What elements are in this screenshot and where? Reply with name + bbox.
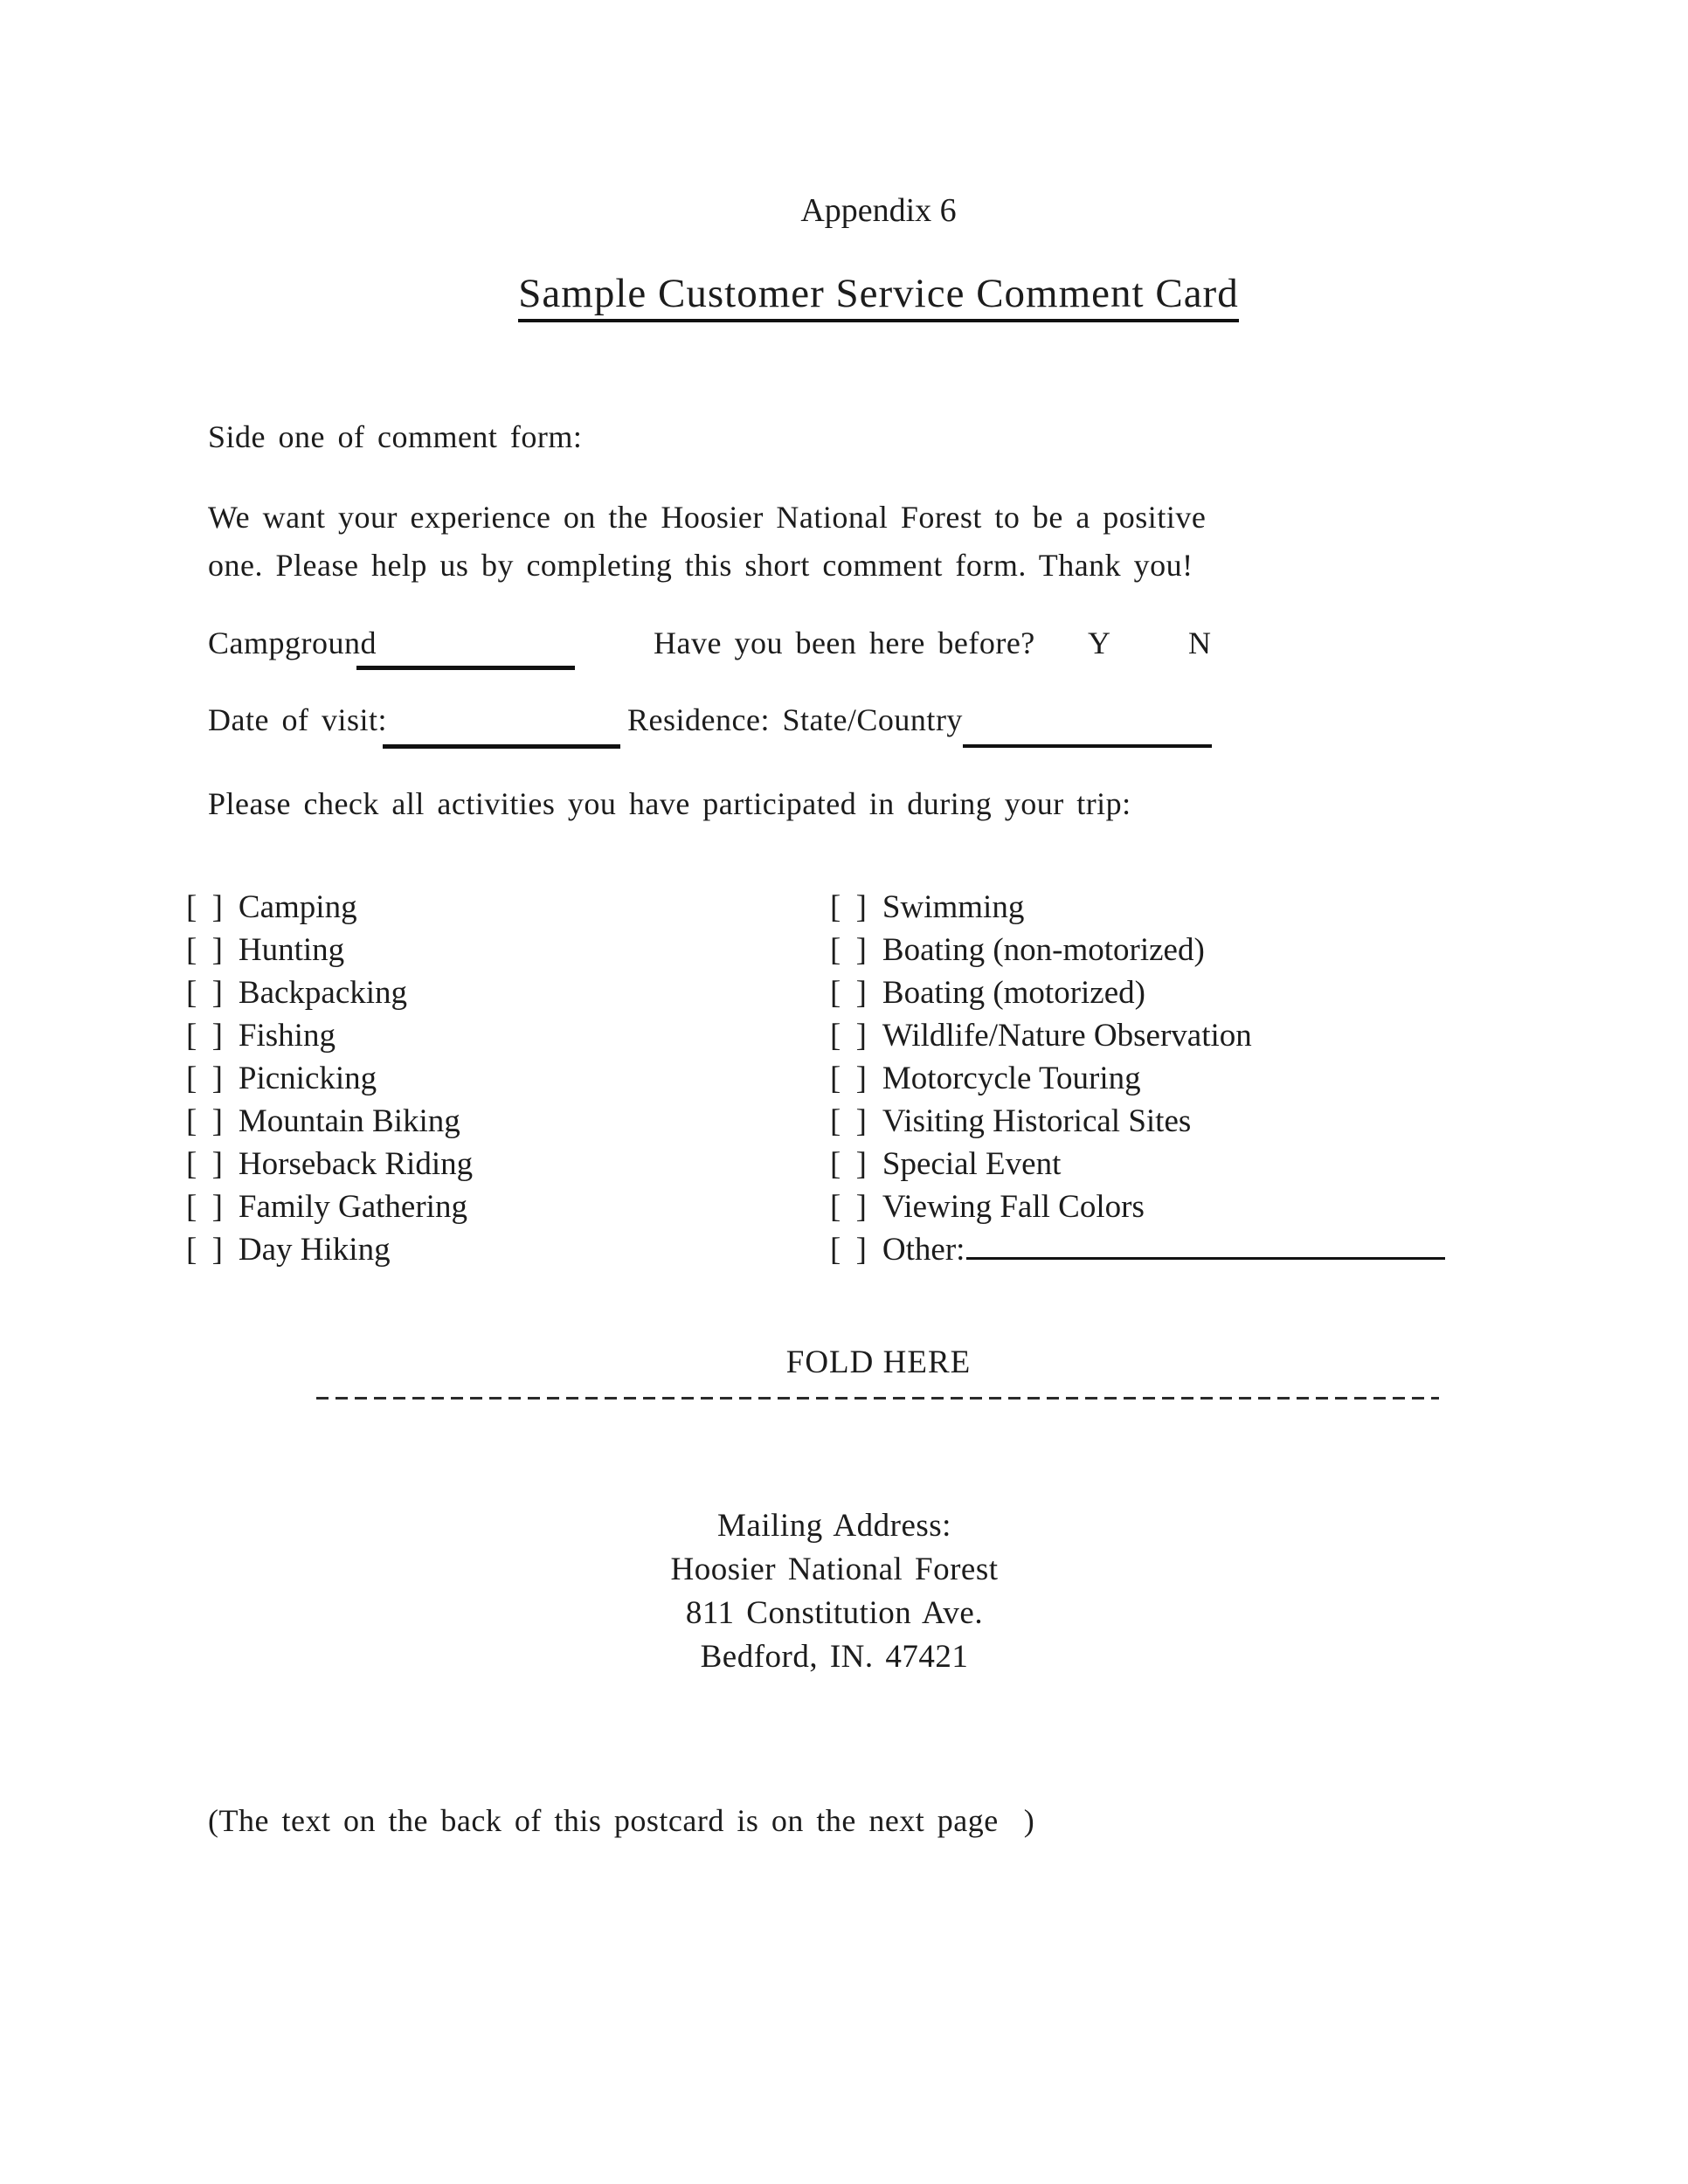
activity-label: Swimming [882, 889, 1025, 925]
page-title [208, 269, 1549, 318]
activity-label: Visiting Historical Sites [882, 1103, 1192, 1139]
fold-dashed-line [316, 1397, 1439, 1400]
residence-blank-line [963, 744, 1212, 748]
activity-row [186, 1143, 473, 1185]
activity-row [186, 971, 473, 1014]
activities-prompt: Please check all activities you have participated in during your trip: [208, 786, 1131, 821]
activity-row [830, 1143, 1445, 1185]
mailing-address-block [489, 1504, 1180, 1679]
yes-option: Y [1088, 625, 1111, 660]
activity-row [186, 929, 473, 971]
mailing-street: 811 Constitution Ave. [685, 1595, 984, 1631]
checkbox: [ ] [186, 1189, 226, 1225]
activity-label: Boating (motorized) [882, 975, 1145, 1011]
mailing-city: Bedford, IN. 47421 [700, 1639, 969, 1675]
no-option: N [1188, 625, 1212, 660]
checkbox: [ ] [830, 1232, 870, 1268]
activity-row-other [830, 1228, 1445, 1271]
checkbox: [ ] [186, 1018, 226, 1054]
back-of-postcard-note: (The text on the back of this postcard is on the next page ) [208, 1803, 1035, 1838]
checkbox: [ ] [830, 932, 870, 968]
mailing-heading: Mailing Address: [717, 1508, 951, 1544]
checkbox: [ ] [830, 1146, 870, 1182]
activity-label: Hunting [238, 932, 345, 968]
checkbox: [ ] [186, 889, 226, 925]
checkbox: [ ] [830, 975, 870, 1011]
intro-line-2: one. Please help us by completing this short comment form. Thank you! [208, 548, 1193, 583]
activity-row [830, 1185, 1445, 1228]
activity-label: Mountain Biking [238, 1103, 460, 1139]
activities-column-right [830, 886, 1445, 1271]
activity-row [186, 1057, 473, 1100]
checkbox: [ ] [186, 975, 226, 1011]
activity-label: Backpacking [238, 975, 408, 1011]
checkbox: [ ] [186, 1232, 226, 1268]
activity-row [830, 929, 1445, 971]
activities-column-left [186, 886, 473, 1271]
campground-blank-line [356, 666, 575, 670]
checkbox: [ ] [830, 1061, 870, 1096]
activity-row [830, 971, 1445, 1014]
activity-row [830, 1100, 1445, 1143]
activity-row [830, 1014, 1445, 1057]
checkbox: [ ] [830, 1189, 870, 1225]
fold-here-label: FOLD HERE [785, 1344, 972, 1380]
checkbox: [ ] [186, 1103, 226, 1139]
activity-label: Wildlife/Nature Observation [882, 1018, 1252, 1054]
activity-label: Horseback Riding [238, 1146, 474, 1182]
side-one-label: Side one of comment form: [208, 419, 583, 454]
other-blank-line [966, 1257, 1445, 1260]
residence-label: Residence: State/Country [627, 702, 963, 737]
activity-label: Motorcycle Touring [882, 1061, 1141, 1096]
activity-row [830, 1057, 1445, 1100]
date-of-visit-label: Date of visit: [208, 702, 387, 737]
activity-row [186, 1100, 473, 1143]
activity-row [186, 1014, 473, 1057]
checkbox: [ ] [830, 1103, 870, 1139]
been-here-before-label: Have you been here before? [654, 625, 1035, 660]
page-title-text: Sample Customer Service Comment Card [518, 271, 1238, 322]
activity-row [186, 886, 473, 929]
checkbox: [ ] [186, 1146, 226, 1182]
intro-line-1: We want your experience on the Hoosier National Forest to be a positive [208, 500, 1207, 535]
activity-label: Family Gathering [238, 1189, 467, 1225]
activity-label: Boating (non-motorized) [882, 932, 1205, 968]
checkbox: [ ] [830, 1018, 870, 1054]
checkbox: [ ] [186, 932, 226, 968]
activity-row [830, 886, 1445, 929]
activity-label: Fishing [238, 1018, 336, 1054]
date-blank-line [383, 744, 620, 749]
mailing-org: Hoosier National Forest [670, 1552, 999, 1587]
checkbox: [ ] [830, 889, 870, 925]
activity-label: Other: [882, 1232, 965, 1268]
activity-label: Viewing Fall Colors [882, 1189, 1145, 1225]
campground-field-label: Campground [208, 625, 377, 660]
activity-row [186, 1228, 473, 1271]
activity-label: Special Event [882, 1146, 1062, 1182]
activity-row [186, 1185, 473, 1228]
activity-label: Day Hiking [238, 1232, 391, 1268]
appendix-label: Appendix 6 [800, 192, 957, 229]
activity-label: Picnicking [238, 1061, 377, 1096]
checkbox: [ ] [186, 1061, 226, 1096]
activity-label: Camping [238, 889, 357, 925]
